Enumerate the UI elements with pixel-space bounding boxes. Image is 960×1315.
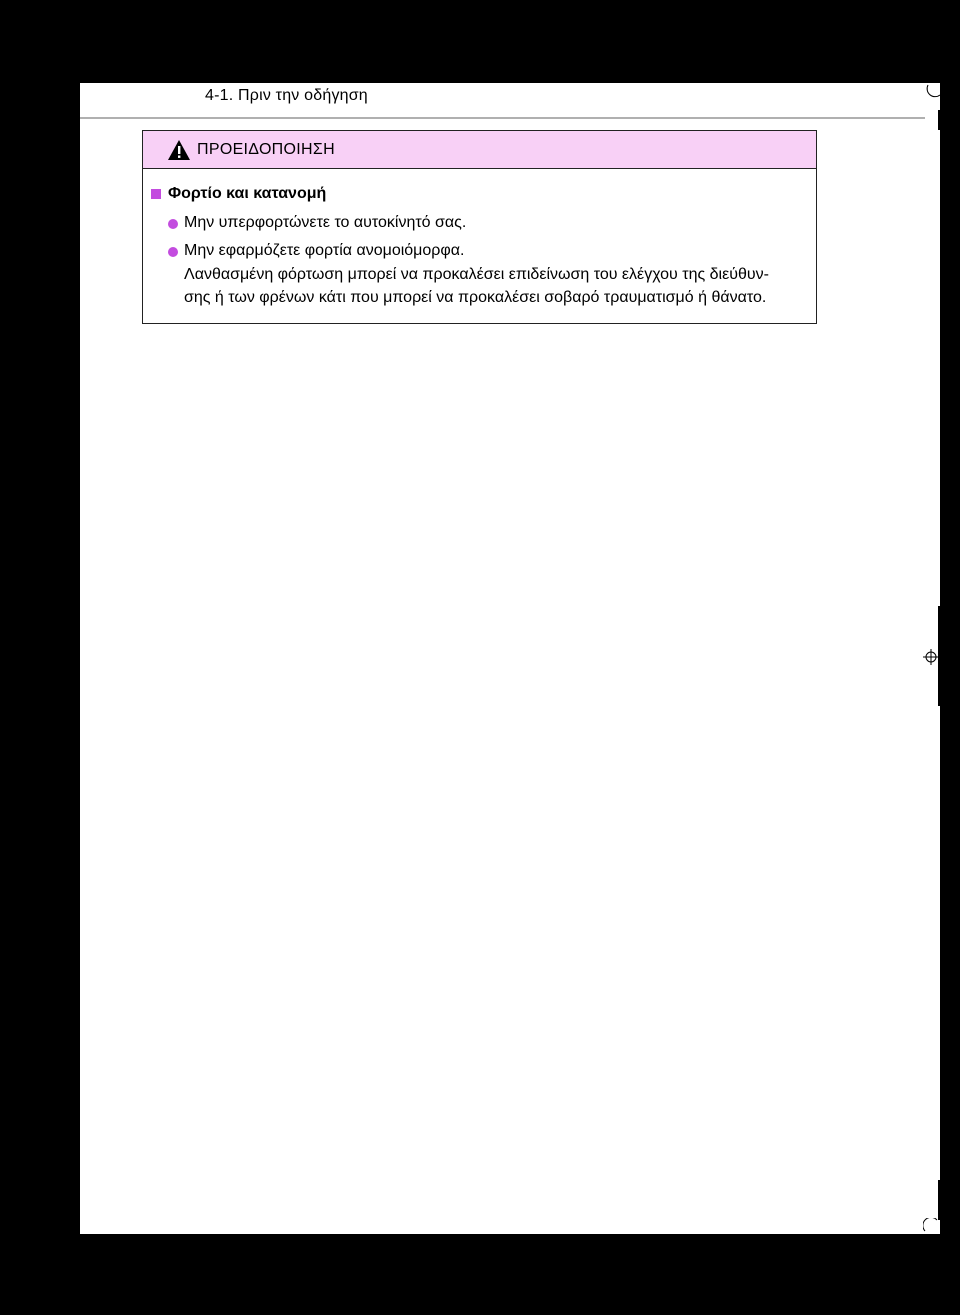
warning-box	[142, 130, 817, 324]
header-divider	[80, 117, 925, 119]
round-bullet-icon	[168, 219, 178, 229]
page-edge-bar	[938, 606, 941, 706]
page-edge-bar	[938, 1180, 941, 1220]
section-heading-text: Φορτίο και κατανομή	[168, 185, 327, 202]
round-bullet-icon	[168, 247, 178, 257]
warning-triangle-icon	[167, 139, 191, 161]
list-item	[168, 242, 464, 260]
list-item-text: Μην υπερφορτώνετε το αυτοκίνητό σας.	[184, 214, 467, 231]
explanation-paragraph	[184, 263, 814, 309]
explanation-line: σης ή των φρένων κάτι που μπορεί να προκαλέσει σοβαρό τραυματισμό ή θάνατο.	[184, 289, 767, 306]
registration-mark-icon	[923, 645, 939, 669]
explanation-line: Λανθασμένη φόρτωση μπορεί να προκαλέσει επιδείνωση του ελέγχου της διεύθυν-	[184, 266, 769, 283]
list-item-text: Μην εφαρμόζετε φορτία ανομοιόμορφα.	[184, 242, 465, 259]
crop-mark-icon	[925, 83, 941, 99]
list-item	[168, 214, 466, 232]
page-edge-bar	[938, 110, 941, 130]
chapter-header: 4-1. Πριν την οδήγηση	[205, 87, 368, 104]
crop-mark-icon	[923, 1218, 939, 1234]
square-bullet-icon	[151, 189, 161, 199]
manual-page	[80, 83, 940, 1234]
warning-title: ΠΡΟΕΙΔΟΠΟΙΗΣΗ	[197, 140, 335, 158]
warning-header	[143, 131, 816, 169]
section-heading	[151, 185, 326, 203]
